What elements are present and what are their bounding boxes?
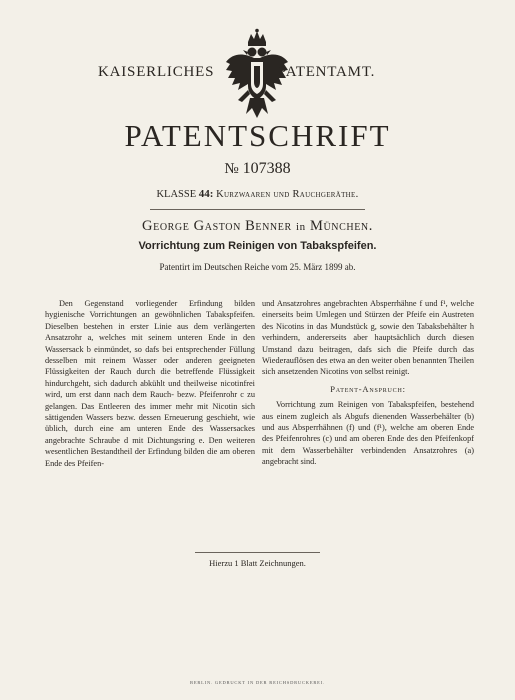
inventor-line bbox=[0, 218, 515, 235]
number-sign: № bbox=[224, 161, 239, 177]
class-number: 44: bbox=[198, 188, 214, 200]
patent-class bbox=[0, 188, 515, 200]
body-column-left bbox=[45, 298, 255, 469]
patent-number-value: 107388 bbox=[242, 160, 291, 177]
office-name-right: PATENTAMT. bbox=[278, 64, 376, 80]
patent-number bbox=[0, 160, 515, 178]
description-continuation: und Ansatzrohres angebrachten Absperrhähne f und f¹, welche einerseits beim Umlegen und Stürzen der Pfeife ein Austreten des Nicotins in das Mundstück g, sowie den Tabaksbehälter h verhindern, andererseits aber hauptsächlich durch diesen Umstand dazu beitragen, dafs sich die Pfeife durch das Wiederauflösen des etwa an den weiter oben benannten Theilen sich ansetzenden Nicotins von selbst reinigt. bbox=[262, 299, 474, 377]
sheets-divider bbox=[195, 552, 320, 553]
office-name-left: KAISERLICHES bbox=[98, 64, 215, 80]
description-paragraph: Den Gegenstand vorliegender Erfindung bilden hygienische Vorrichtungen an gewöhnlichen Tabakspfeifen. Dieselben bestehen in erster Linie aus dem verlängerten Ansatzrohr a, welches mit seinem unteren Ende in den Wassersack b einmündet, so dafs bei entsprechender Füllung desselben mit reinem Wasser oder anderen geeigneten Flüssigkeiten der Rauch durch die betreffende Flüssigkeit hindurchgeht, sich dadurch abkühlt und theilweise nicotinfrei wird, um erst dann nach dem Rauch- bezw. Pfeifenrohr c zu gelangen. Das Entleeren des immer mehr mit Nicotin sich sättigenden Wassers bezw. dessen Erneuerung geschieht, wie üblich, durch eine am unteren Ende des Wassersackes angebrachte Schraube d mit Dichtungsring e. Den weiteren wesentlichen Bestandtheil der Erfindung bilden die am oberen Ende des Pfeifen- bbox=[45, 299, 255, 468]
inventor-name: George Gaston Benner bbox=[142, 218, 292, 234]
patent-date: Patentirt im Deutschen Reiche vom 25. März 1899 ab. bbox=[159, 262, 356, 272]
header bbox=[0, 40, 515, 110]
divider-rule bbox=[150, 209, 365, 210]
claim-heading: Patent-Anspruch: bbox=[330, 383, 406, 394]
invention-title: Vorrichtung zum Reinigen von Tabakspfeifen. bbox=[138, 240, 377, 252]
inventor-city: München. bbox=[309, 218, 373, 234]
document-title: PATENTSCHRIFT bbox=[124, 118, 391, 153]
class-category: Kurzwaaren und Rauchgeräthe. bbox=[216, 189, 359, 200]
printer-footer: BERLIN. GEDRUCKT IN DER REICHSDRUCKEREI. bbox=[190, 680, 325, 685]
claim-text: Vorrichtung zum Reinigen von Tabakspfeifen, bestehend aus einem zugleich als Abgufs dienenden Wasserbehälter (b) und aus Absperrhähnen (f) und (f¹), welche am oberen Ende des Pfeifenrohres (c) und am oberen Ende des den Pfeifenkopf mit dem Wasserbehälter verbindenden Ansatzrohres (a) angebracht sind. bbox=[262, 400, 474, 467]
body-column-right bbox=[262, 298, 474, 468]
class-label: KLASSE bbox=[156, 189, 197, 200]
inventor-preposition: in bbox=[295, 221, 306, 233]
drawings-note: Hierzu 1 Blatt Zeichnungen. bbox=[209, 558, 306, 568]
